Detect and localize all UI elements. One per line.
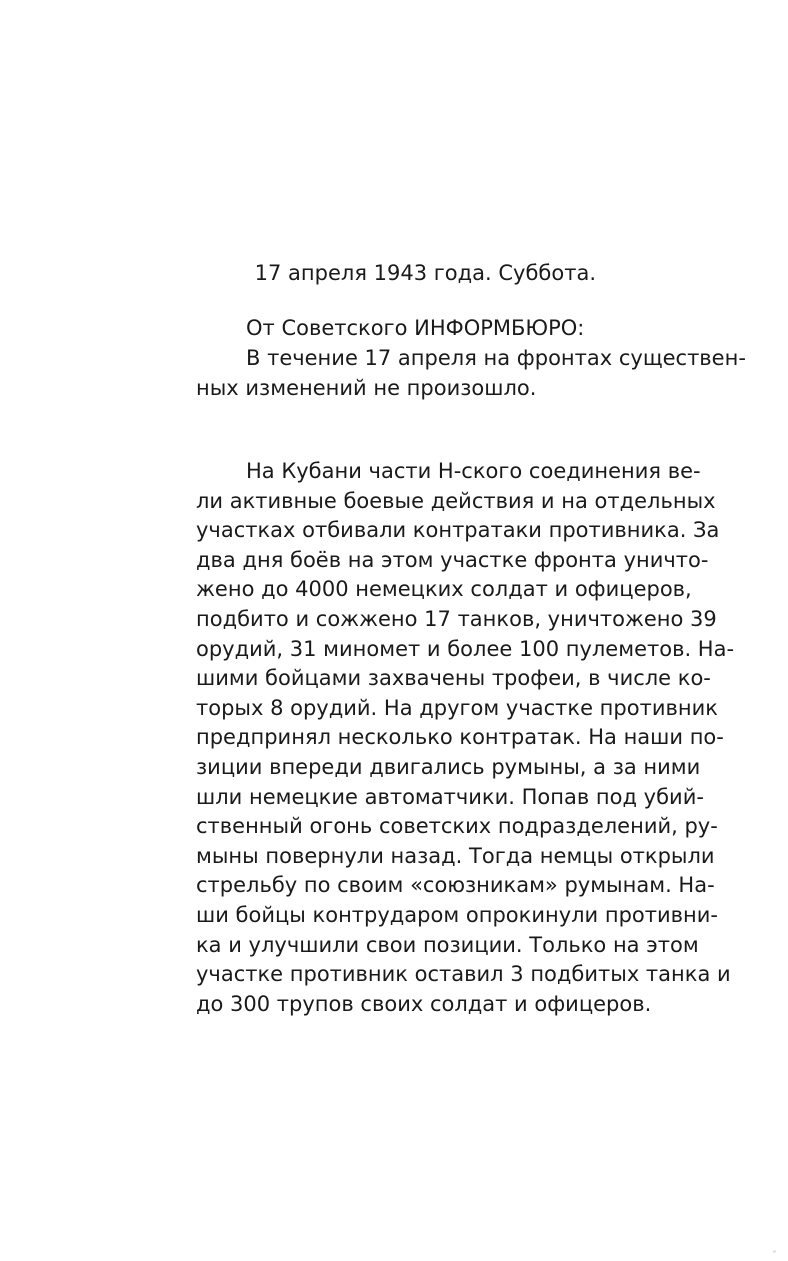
- paragraph-line: На Кубани части Н-ского соединения ве-: [246, 459, 701, 483]
- paragraph-line: до 300 трупов своих солдат и офицеров.: [196, 991, 652, 1016]
- paragraph-line: подбито и сожжено 17 танков, уничтожено 39: [196, 606, 717, 631]
- sovinformburo-header: От Советского ИНФОРМБЮРО:: [246, 316, 585, 340]
- paragraph-line: торых 8 орудий. На другом участке противник: [196, 695, 718, 720]
- paragraph-1: [196, 343, 746, 403]
- entry-date-heading: 17 апреля 1943 года. Суббота.: [254, 261, 596, 285]
- paragraph-2: [196, 457, 735, 1019]
- paragraph-line: орудий, 31 миномет и более 100 пулеметов. На-: [196, 636, 735, 661]
- paragraph-line: В течение 17 апреля на фронтах существен-: [246, 346, 746, 370]
- scan-dust-mark: [773, 1250, 776, 1253]
- paragraph-line: участках отбивали контратаки противника. За: [196, 518, 720, 543]
- paragraph-line: предпринял несколько контратак. На наши по-: [196, 725, 724, 750]
- paragraph-line: участке противник оставил 3 подбитых танка и: [196, 962, 731, 987]
- sovinformburo-header-block: [196, 313, 596, 343]
- paragraph-line: ши бойцы контрударом опрокинули противни-: [196, 902, 718, 927]
- paragraph-line: ка и улучшили свои позиции. Только на этом: [196, 932, 699, 957]
- paragraph-line: два дня боёв на этом участке фронта уничто-: [196, 547, 709, 572]
- paragraph-line: мыны повернули назад. Тогда немцы открыли: [196, 843, 715, 868]
- paragraph-line: шли немецкие автоматчики. Попав под убий-: [196, 784, 704, 809]
- paragraph-line: шими бойцами захвачены трофеи, в числе ко-: [196, 666, 711, 691]
- paragraph-line: ных изменений не произошло.: [196, 376, 537, 400]
- paragraph-line: жено до 4000 немецких солдат и офицеров,: [196, 577, 692, 602]
- paragraph-line: ли активные боевые действия и на отдельных: [196, 488, 716, 513]
- paragraph-line: стрельбу по своим «союзникам» румынам. На-: [196, 873, 715, 898]
- paragraph-line: ственный огонь советских подразделений, ру-: [196, 814, 718, 839]
- paragraph-line: зиции впереди двигались румыны, а за ними: [196, 754, 701, 779]
